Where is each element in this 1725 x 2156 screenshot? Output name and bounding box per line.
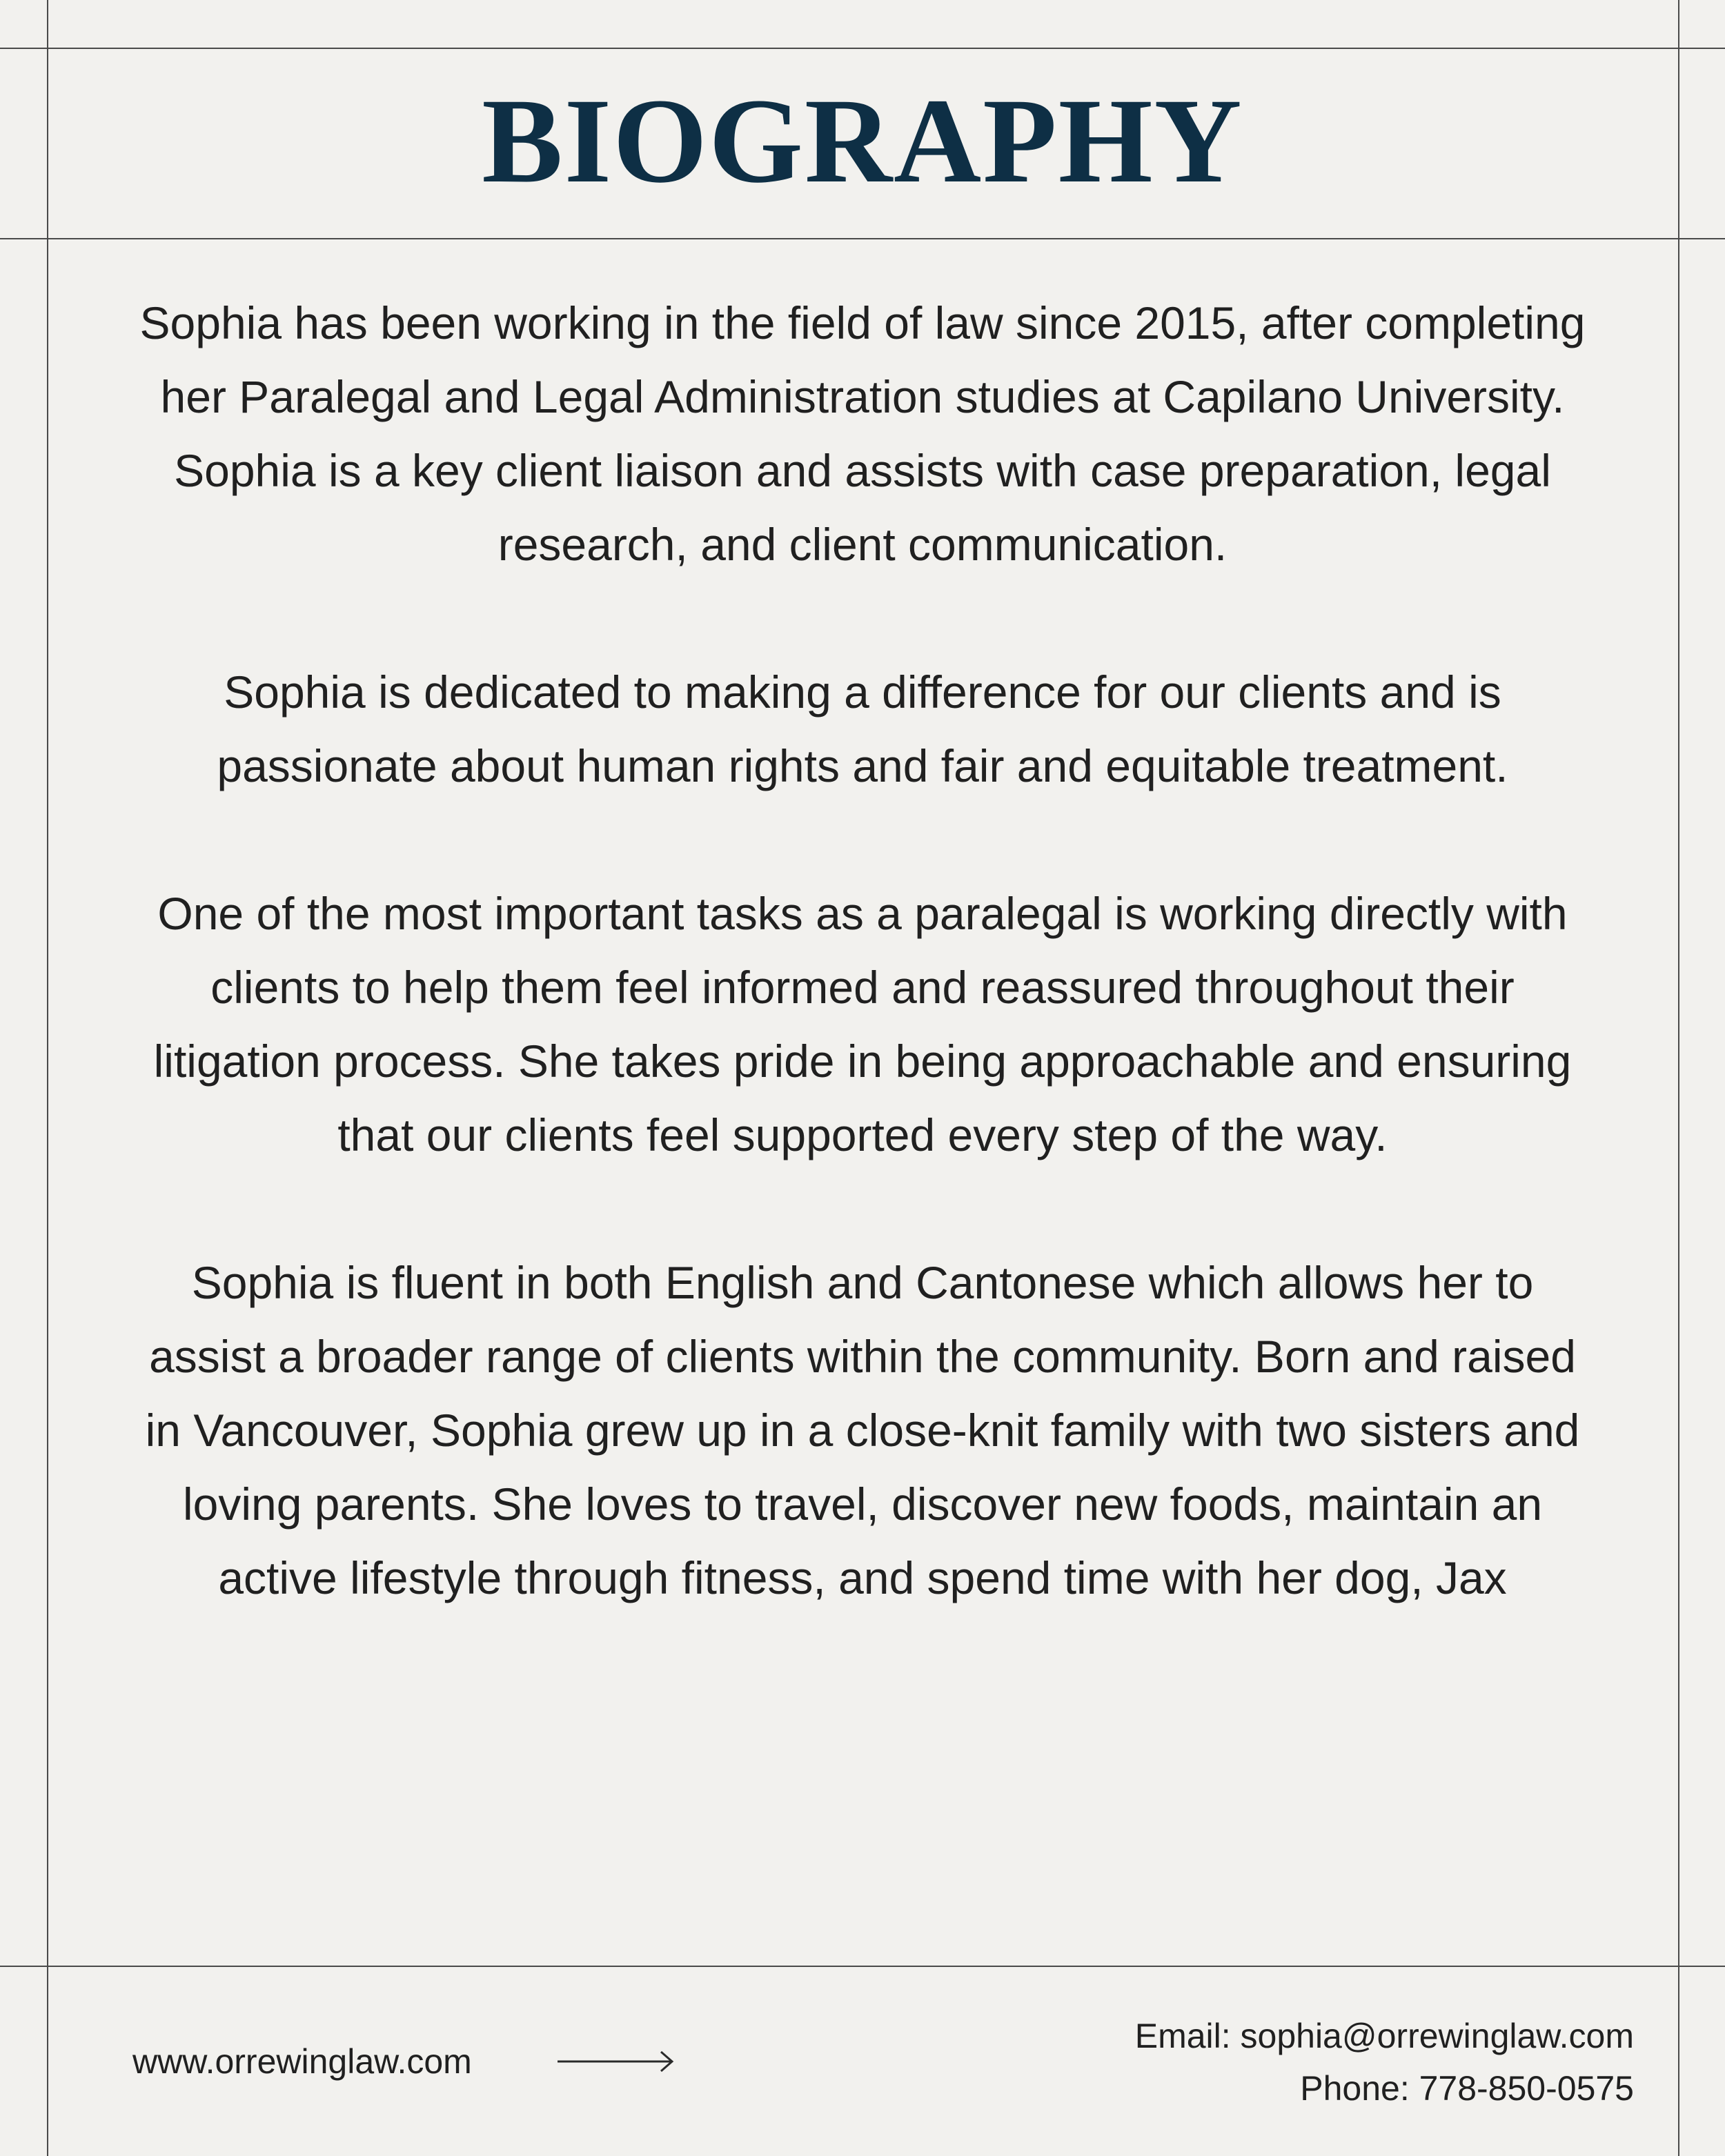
biography-paragraph: One of the most important tasks as a paralegal is working directly with clients to help them feel informed and reassured throughout their litigation process. She takes pride in being approachable and ensuring that our clients feel supported every step of the way.: [153, 888, 1572, 1160]
email-link[interactable]: Email: sophia@orrewinglaw.com: [1134, 2017, 1634, 2055]
biography-paragraph: Sophia is fluent in both English and Cantonese which allows her to assist a broader range of clients within the community. Born and raised in Vancouver, Sophia grew up in a close-knit family with two sisters and loving parents. She loves to travel, discover new foods, maintain an active lifestyle through fitness, and spend time with her dog, Jax: [145, 1257, 1580, 1603]
biography-paragraph: Sophia is dedicated to making a difference for our clients and is passionate about human rights and fair and equitable treatment.: [217, 666, 1508, 791]
frame-line-top: [0, 48, 1725, 49]
frame-line-right: [1678, 0, 1679, 2156]
phone-link[interactable]: Phone: 778-850-0575: [1300, 2069, 1634, 2108]
biography-paragraph: Sophia has been working in the field of law since 2015, after completing her Paralegal and Legal Administration studies at Capilano University. Sophia is a key client liaison and assists with case preparation, legal research, and client communication.: [139, 297, 1586, 570]
website-link[interactable]: www.orrewinglaw.com: [132, 2042, 472, 2081]
footer-divider: [0, 1966, 1725, 1967]
contact-block: [1135, 2010, 1634, 2115]
arrow-right-icon: [558, 2049, 675, 2074]
biography-body: [131, 286, 1594, 1615]
frame-line-left: [47, 0, 48, 2156]
page-title: BIOGRAPHY: [482, 74, 1243, 208]
title-divider: [0, 238, 1725, 239]
